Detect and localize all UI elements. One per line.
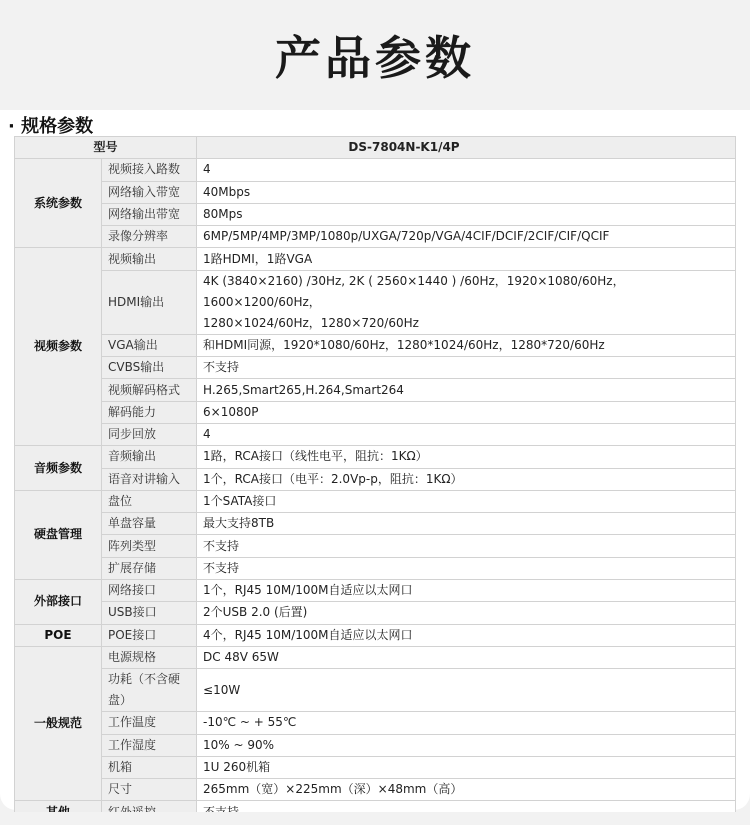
- param-name: 单盘容量: [102, 513, 197, 535]
- table-row: [15, 226, 736, 248]
- table-row: [15, 624, 736, 646]
- page-header: [0, 0, 750, 110]
- param-name: 电源规格: [102, 646, 197, 668]
- param-value: 1个SATA接口: [197, 490, 736, 512]
- table-row: [15, 181, 736, 203]
- param-name: HDMI输出: [102, 270, 197, 334]
- table-row: [15, 734, 736, 756]
- table-row: [15, 468, 736, 490]
- table-row: [15, 490, 736, 512]
- table-row: [15, 779, 736, 801]
- group-name: 硬盘管理: [15, 490, 102, 579]
- param-value: 最大支持8TB: [197, 513, 736, 535]
- param-name: 尺寸: [102, 779, 197, 801]
- param-name: 音频输出: [102, 446, 197, 468]
- param-name: 机箱: [102, 756, 197, 778]
- param-name: 网络输入带宽: [102, 181, 197, 203]
- param-value: 10% ~ 90%: [197, 734, 736, 756]
- param-name: 视频解码格式: [102, 379, 197, 401]
- param-value: 40Mbps: [197, 181, 736, 203]
- group-name: 系统参数: [15, 159, 102, 248]
- param-value: 4: [197, 159, 736, 181]
- table-row: [15, 602, 736, 624]
- param-name: VGA输出: [102, 334, 197, 356]
- param-name: 解码能力: [102, 401, 197, 423]
- param-value: 6×1080P: [197, 401, 736, 423]
- param-name: 扩展存储: [102, 557, 197, 579]
- table-row: [15, 401, 736, 423]
- param-name: CVBS输出: [102, 357, 197, 379]
- param-name-line: 盘）: [108, 693, 133, 708]
- table-row: [15, 446, 736, 468]
- param-name: 盘位: [102, 490, 197, 512]
- group-name: 一般规范: [15, 646, 102, 800]
- table-row: [15, 379, 736, 401]
- table-row: [15, 557, 736, 579]
- table-row: [15, 669, 736, 712]
- table-row: [15, 646, 736, 668]
- param-value: 6MP/5MP/4MP/3MP/1080p/UXGA/720p/VGA/4CIF/DCIF/2CIF/CIF/QCIF: [197, 226, 736, 248]
- param-value: 1路，RCA接口（线性电平，阻抗：1KΩ）: [197, 446, 736, 468]
- param-value-line: 4K (3840×2160) /30Hz, 2K ( 2560×1440 ) /60Hz，1920×1080/60Hz，1600×1200/60Hz，: [203, 273, 625, 309]
- param-name: 录像分辨率: [102, 226, 197, 248]
- page-footer: [0, 812, 750, 825]
- param-name: 阵列类型: [102, 535, 197, 557]
- table-row: [15, 159, 736, 181]
- param-value: 不支持: [197, 535, 736, 557]
- param-value: 2个USB 2.0 (后置): [197, 602, 736, 624]
- param-value: 80Mps: [197, 203, 736, 225]
- header-label: 型号: [15, 137, 197, 159]
- table-row: [15, 357, 736, 379]
- param-value: 不支持: [197, 557, 736, 579]
- param-name: 语音对讲输入: [102, 468, 197, 490]
- table-row: [15, 423, 736, 445]
- param-name: 工作湿度: [102, 734, 197, 756]
- page-title: 产品参数: [275, 31, 475, 85]
- table-row: [15, 580, 736, 602]
- group-name: POE: [15, 624, 102, 646]
- group-name: 音频参数: [15, 446, 102, 491]
- header-model: DS-7804N-K1/4P: [197, 137, 736, 159]
- table-row: [15, 712, 736, 734]
- param-value: H.265,Smart265,H.264,Smart264: [197, 379, 736, 401]
- table-row: [15, 535, 736, 557]
- param-name: 视频接入路数: [102, 159, 197, 181]
- table-row: [15, 513, 736, 535]
- param-name: [102, 669, 197, 712]
- param-value: 1个，RJ45 10M/100M自适应以太网口: [197, 580, 736, 602]
- param-value: 1个，RCA接口（电平：2.0Vp-p，阻抗：1KΩ）: [197, 468, 736, 490]
- param-value: 4: [197, 423, 736, 445]
- param-value: DC 48V 65W: [197, 646, 736, 668]
- group-name: 外部接口: [15, 580, 102, 625]
- param-name: 网络输出带宽: [102, 203, 197, 225]
- param-name: 工作温度: [102, 712, 197, 734]
- param-value: ≤10W: [197, 669, 736, 712]
- param-name: 视频输出: [102, 248, 197, 270]
- table-row: [15, 270, 736, 334]
- table-row: [15, 334, 736, 356]
- param-name: 同步回放: [102, 423, 197, 445]
- param-value: 1路HDMI，1路VGA: [197, 248, 736, 270]
- param-value: [197, 270, 736, 334]
- section-title: · 规格参数: [8, 116, 94, 137]
- param-value: 265mm（宽）×225mm（深）×48mm（高）: [197, 779, 736, 801]
- table-header-row: [15, 137, 736, 159]
- param-value: 和HDMI同源，1920*1080/60Hz，1280*1024/60Hz，1280*720/60Hz: [197, 334, 736, 356]
- param-value: 1U 260机箱: [197, 756, 736, 778]
- param-name: POE接口: [102, 624, 197, 646]
- spec-table: [14, 136, 736, 824]
- param-value: 4个，RJ45 10M/100M自适应以太网口: [197, 624, 736, 646]
- table-row: [15, 248, 736, 270]
- param-name-line: 功耗（不含硬: [108, 672, 181, 687]
- param-name: 网络接口: [102, 580, 197, 602]
- group-name: 视频参数: [15, 248, 102, 446]
- param-value-line: 1280×1024/60Hz，1280×720/60Hz: [203, 315, 419, 330]
- param-value: 不支持: [197, 357, 736, 379]
- param-name: USB接口: [102, 602, 197, 624]
- table-row: [15, 756, 736, 778]
- param-value: -10℃ ~ + 55℃: [197, 712, 736, 734]
- table-row: [15, 203, 736, 225]
